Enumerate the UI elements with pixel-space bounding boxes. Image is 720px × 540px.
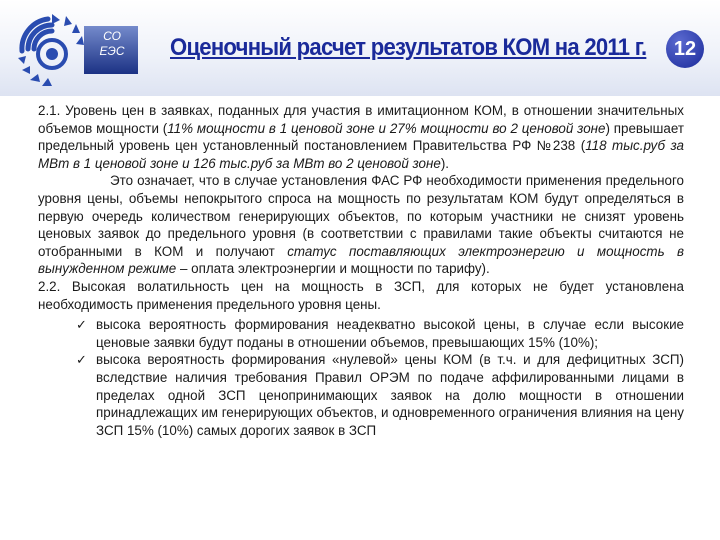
bullet-1-text: высока вероятность формирования неадекватно высокой цены, в случае если высокие ценовые заявки будут поданы в отношении объемов, превышающих 15% (10%);: [96, 317, 684, 350]
logo-text: [92, 29, 132, 59]
page-title: Оценочный расчет результатов КОМ на 2011 г.: [170, 34, 647, 61]
bullet-item-2: [76, 351, 684, 439]
slide-header: [0, 0, 720, 100]
paragraph-consequence: [38, 172, 684, 278]
p1-text-b: 11% мощности в 1 ценовой зоне и 27% мощности во 2 ценовой зоне: [167, 120, 606, 136]
page-number-badge: 12: [666, 30, 704, 68]
p2-text-c: – оплата электроэнергии и мощности по тарифу).: [176, 261, 490, 277]
bullet-item-1: [76, 316, 684, 351]
p1-text-c: ) превышает предельный уровень цен установленный постановлением Правительства РФ №238 (: [38, 120, 684, 154]
paragraph-2-1: [38, 102, 684, 172]
check-icon: ✓: [76, 317, 87, 333]
paragraph-2-2: 2.2. Высокая волатильность цен на мощность в ЗСП, для которых не будет установлена необходимость применения предельного уровня цены.: [38, 278, 684, 312]
bullet-2-text: высока вероятность формирования «нулевой» цены КОМ (в т.ч. и для дефицитных ЗСП) вследствие наличия требования Правил ОРЭМ по подаче аффилированными лицами в пределах одной ЗСП ценопринимающих заявок на долю мощности в отношении принадлежащих им генерирующих объектов, и одновременного ограничения влияния на цену ЗСП 15% (10%) самых дорогих заявок в ЗСП: [96, 352, 684, 438]
slide-body: [38, 102, 684, 439]
p2-text-b: статус поставляющих электроэнергию и мощность в вынужденном режиме: [38, 243, 684, 277]
check-icon: ✓: [76, 352, 87, 368]
logo-line1: СО: [103, 29, 121, 43]
p1-text-d: 118 тыс.руб за МВт в 1 ценовой зоне и 126 тыс.руб за МВт во 2 ценовой зоне: [38, 138, 684, 171]
p2-text-a: Это означает, что в случае установления ФАС РФ необходимости применения предельного уровня цены, объемы непокрытого спроса на мощность по результатам КОМ будут определяться в первую очередь количеством генерирующих объектов, по которым участники не снизят уровень ценовых заявок до предельного уровня (в соответствии с правилами такие объекты считаются не отобранными в КОМ и получают: [38, 173, 684, 259]
p1-text-e: ).: [440, 155, 450, 171]
p1-text-a: 2.1. Уровень цен в заявках, поданных для участия в имитационном КОМ, в отношении значительных объемов мощности (: [38, 103, 684, 136]
logo-line2: ЕЭС: [99, 44, 125, 58]
